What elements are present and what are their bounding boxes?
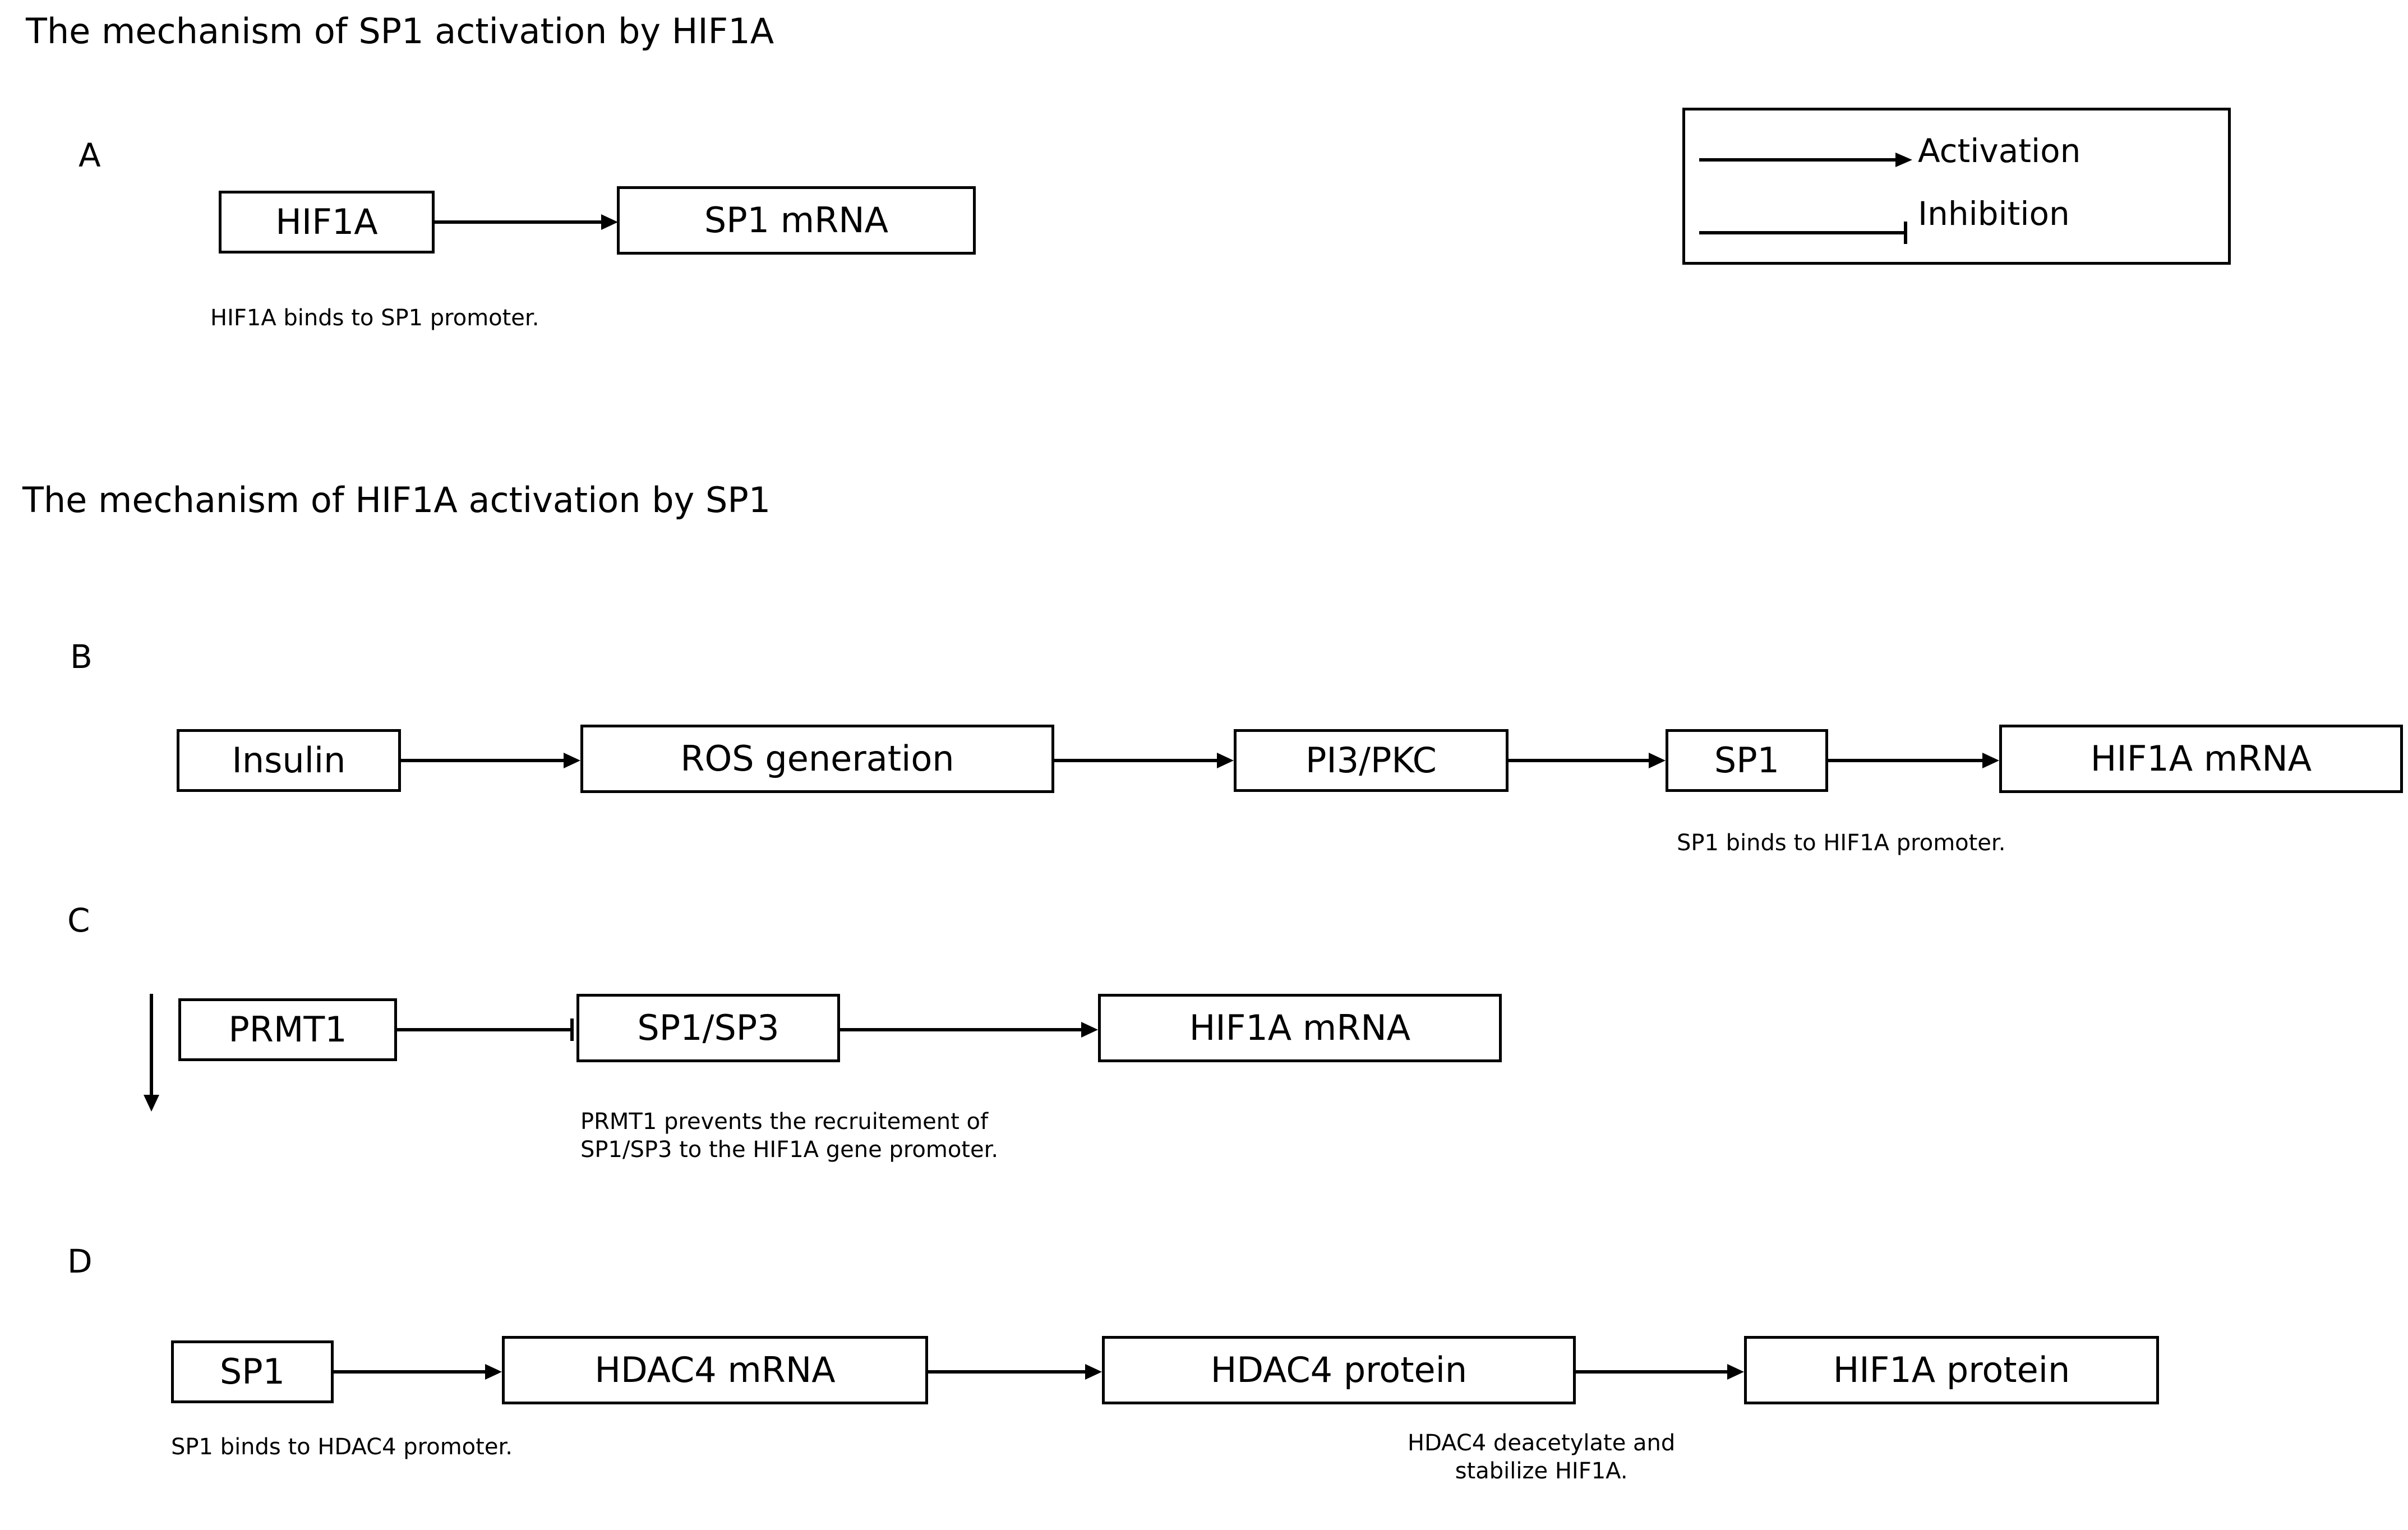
caption-d-right: HDAC4 deacetylate and stabilize HIF1A. (1408, 1430, 1676, 1484)
arrow-b-1-icon (401, 752, 580, 769)
legend-inhibition-bar-icon (1699, 222, 1912, 244)
node-hif1a-protein[interactable]: HIF1A protein (1744, 1336, 2159, 1404)
node-prmt1[interactable]: PRMT1 (178, 998, 397, 1061)
down-arrow-icon (140, 994, 163, 1112)
section-title-b: The mechanism of HIF1A activation by SP1 (22, 480, 771, 520)
section-title-a: The mechanism of SP1 activation by HIF1A (26, 11, 774, 52)
node-sp1-d[interactable]: SP1 (171, 1340, 334, 1403)
node-hif1a-mrna-b[interactable]: HIF1A mRNA (1999, 725, 2403, 793)
arrow-b-2-icon (1054, 752, 1234, 769)
node-hif1a-mrna-c[interactable]: HIF1A mRNA (1098, 994, 1502, 1062)
arrow-d-1-icon (334, 1363, 502, 1380)
node-hdac4-mrna[interactable]: HDAC4 mRNA (502, 1336, 928, 1404)
node-insulin[interactable]: Insulin (177, 729, 401, 792)
arrow-b-3-icon (1509, 752, 1666, 769)
panel-letter-c: C (67, 901, 90, 939)
panel-letter-d: D (67, 1242, 93, 1280)
panel-letter-b: B (70, 638, 93, 676)
arrow-b-4-icon (1828, 752, 1999, 769)
arrow-a-1-icon (435, 214, 618, 231)
legend-activation-arrow-icon (1699, 151, 1912, 168)
node-sp1-sp3[interactable]: SP1/SP3 (576, 994, 840, 1062)
panel-letter-a: A (79, 136, 101, 174)
caption-c: PRMT1 prevents the recruitement of SP1/SP3 to the HIF1A gene promoter. (580, 1109, 999, 1163)
node-hdac4-protein[interactable]: HDAC4 protein (1102, 1336, 1576, 1404)
legend-activation-label: Activation (1918, 132, 2081, 170)
caption-b: SP1 binds to HIF1A promoter. (1677, 830, 2006, 856)
node-ros-generation[interactable]: ROS generation (580, 725, 1054, 793)
node-sp1-b[interactable]: SP1 (1666, 729, 1828, 792)
caption-d-left: SP1 binds to HDAC4 promoter. (171, 1434, 513, 1460)
arrow-c-1-icon (840, 1021, 1098, 1038)
inhibition-c-1-icon (397, 1013, 576, 1047)
node-sp1-mrna[interactable]: SP1 mRNA (617, 186, 976, 255)
node-hif1a[interactable]: HIF1A (219, 191, 435, 254)
arrow-d-2-icon (928, 1363, 1102, 1380)
legend-inhibition-label: Inhibition (1918, 195, 2070, 233)
arrow-d-3-icon (1576, 1363, 1744, 1380)
node-pi3-pkc[interactable]: PI3/PKC (1234, 729, 1509, 792)
caption-a: HIF1A binds to SP1 promoter. (210, 305, 539, 331)
